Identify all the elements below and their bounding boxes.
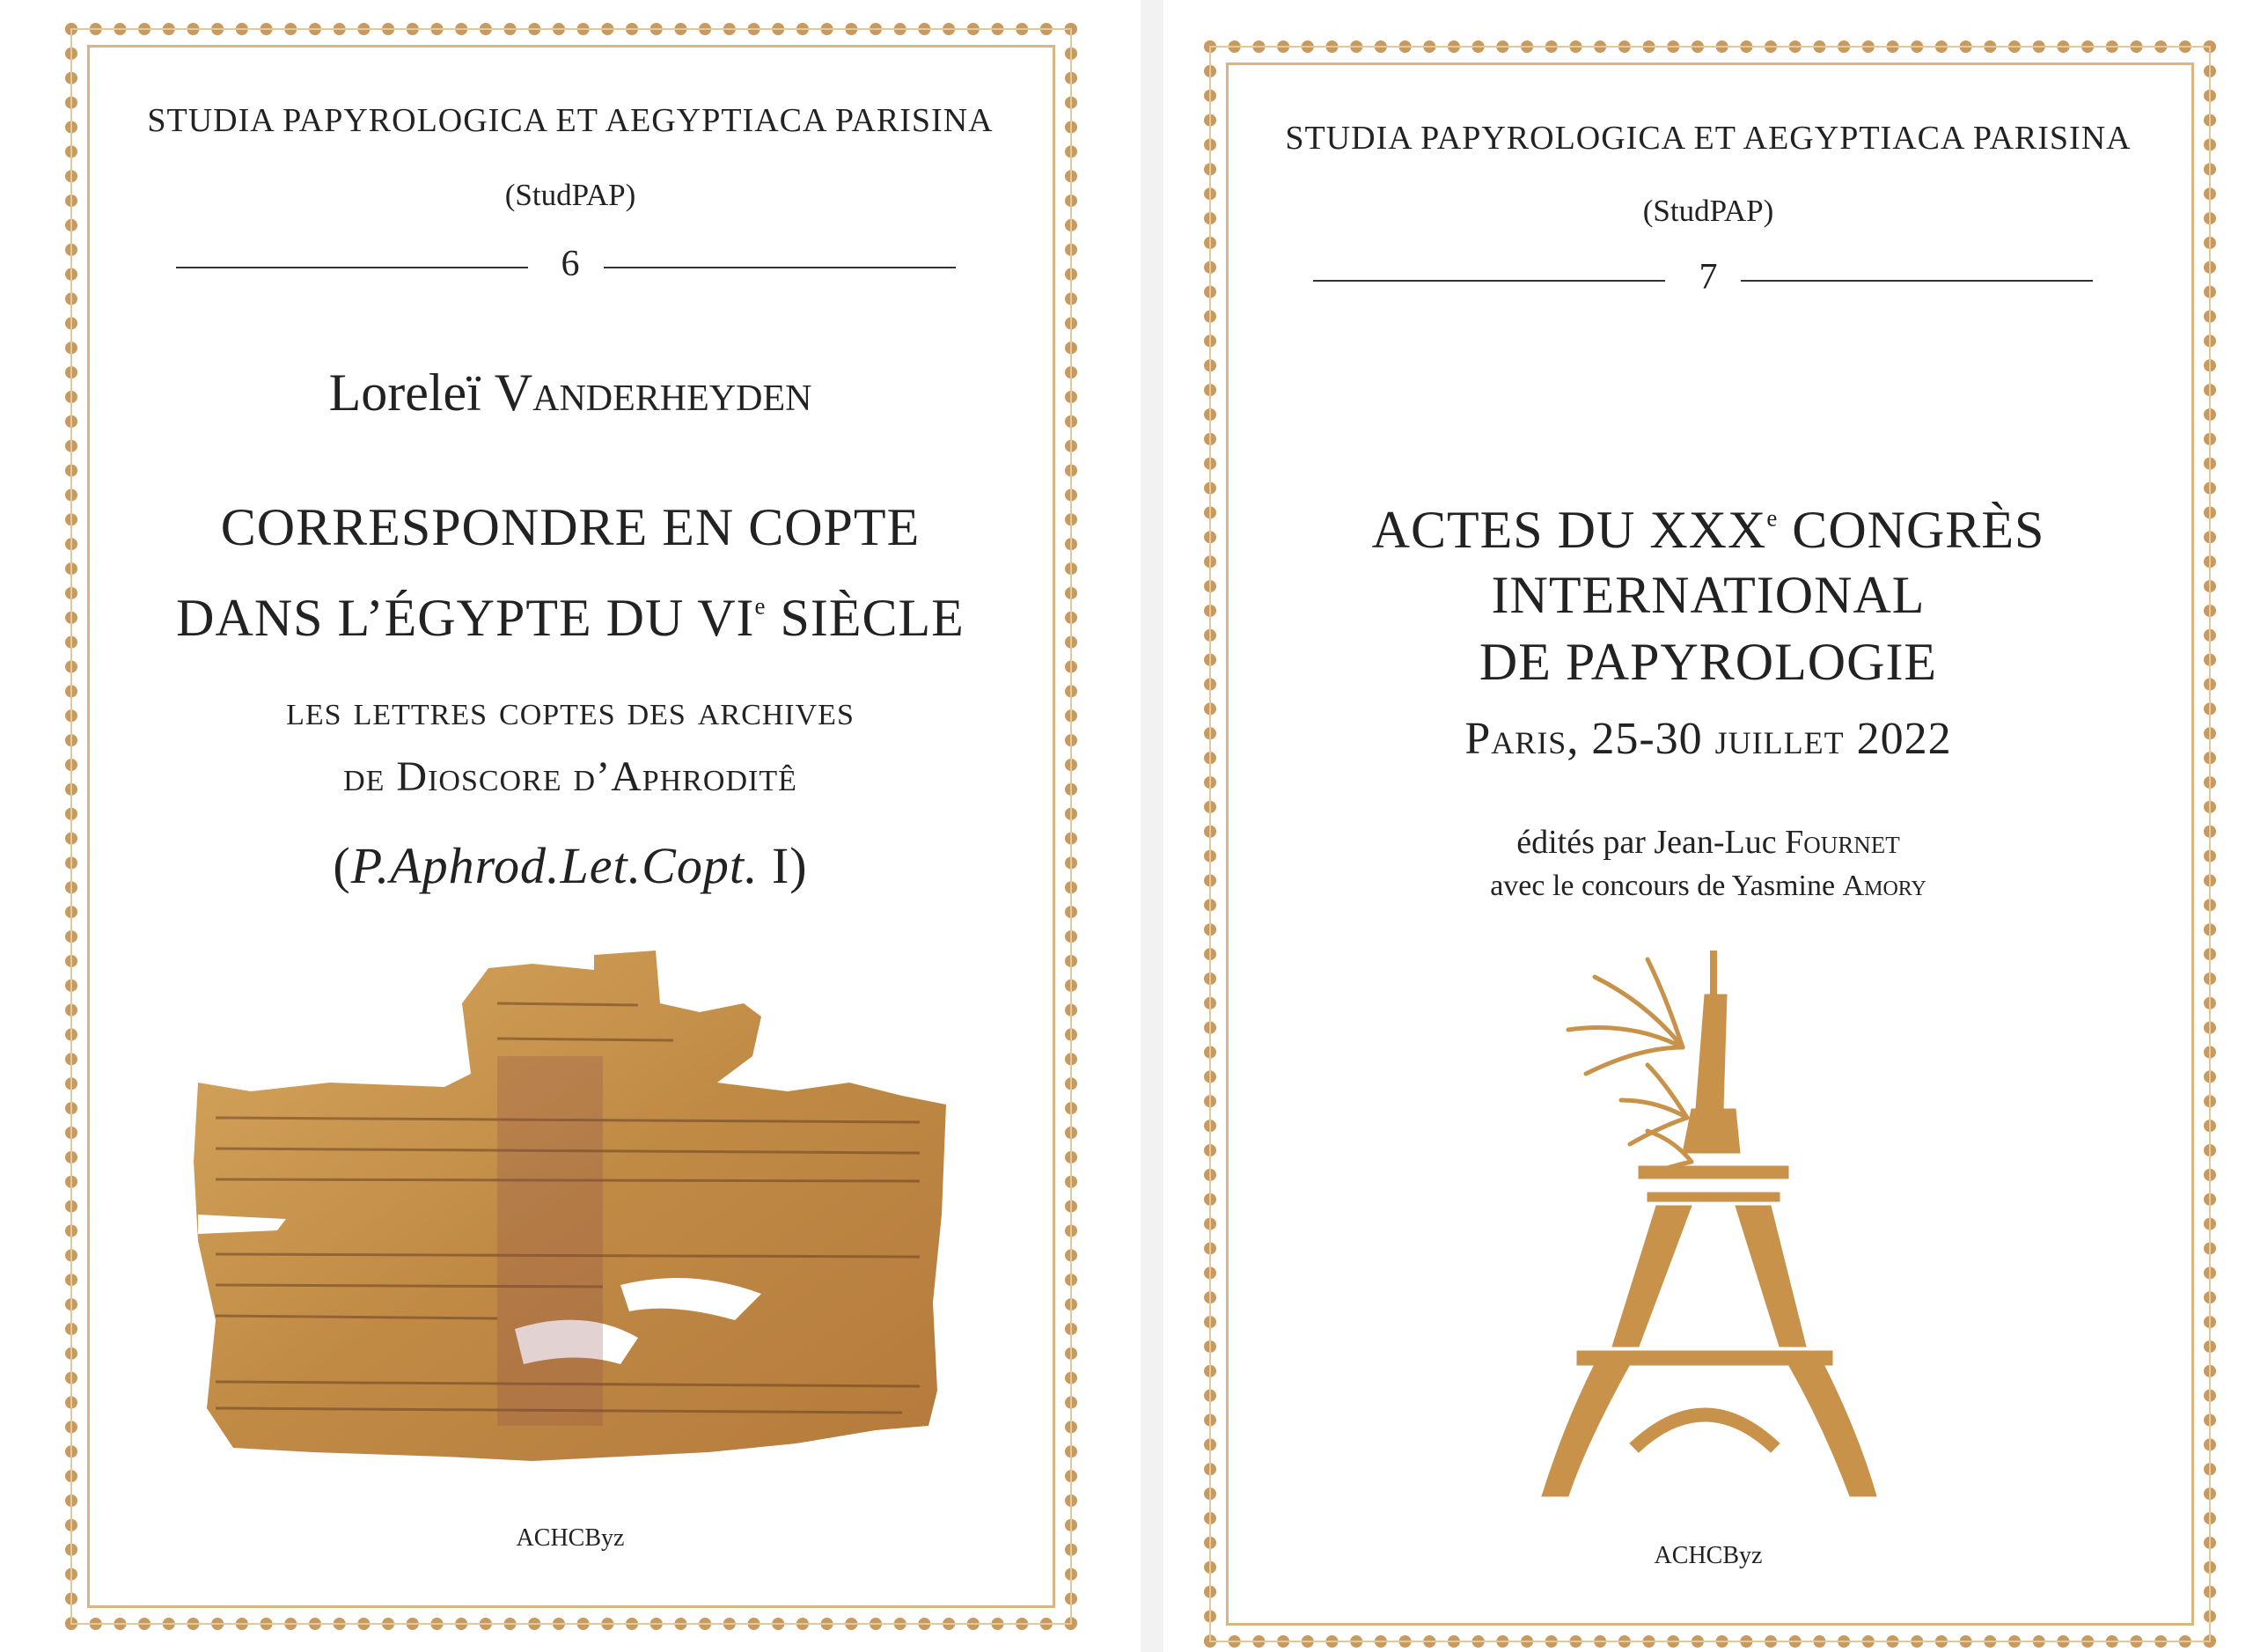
title-line-1: CORRESPONDRE EN COPTE [220,498,921,556]
cover-volume-7 [1163,0,2253,1652]
series-abbreviation: (StudPAP) [504,178,636,212]
series-abbreviation: (StudPAP) [1642,194,1774,228]
volume-number: 7 [1699,257,1718,297]
title-line-2: INTERNATIONAL [1491,566,1926,624]
divider-right [1741,280,2093,282]
conference-date: Paris, 25-30 juillet 2022 [1464,714,1952,764]
editors-line-2: avec le concours de Yasmine Amory [1490,870,1926,902]
volume-number: 6 [561,244,580,284]
title-line-1: ACTES DU XXXe CONGRÈS [1371,501,2045,559]
publisher: ACHCByz [516,1524,625,1552]
subtitle-line-1: les lettres coptes des archives [286,687,855,734]
papyrus-image [180,951,955,1470]
series-title: STUDIA PAPYROLOGICA ET AEGYPTIACA PARISINA [147,102,994,139]
title-line-2: DANS L’ÉGYPTE DU VIe SIÈCLE [176,589,965,647]
subtitle-line-2: de Dioscore d’Aphroditê [343,753,797,800]
eiffel-tower-image [1515,951,1920,1505]
publisher: ACHCByz [1654,1542,1763,1569]
edition-siglum: (P.Aphrod.Let.Copt. I) [333,837,808,894]
title-line-3: DE PAPYROLOGIE [1479,633,1938,691]
author-name: Loreleï Vanderheyden [328,363,812,422]
divider-right [604,267,956,268]
series-title: STUDIA PAPYROLOGICA ET AEGYPTIACA PARISINA [1285,120,2132,157]
editors-line-1: édités par Jean-Luc Fournet [1516,824,1900,861]
